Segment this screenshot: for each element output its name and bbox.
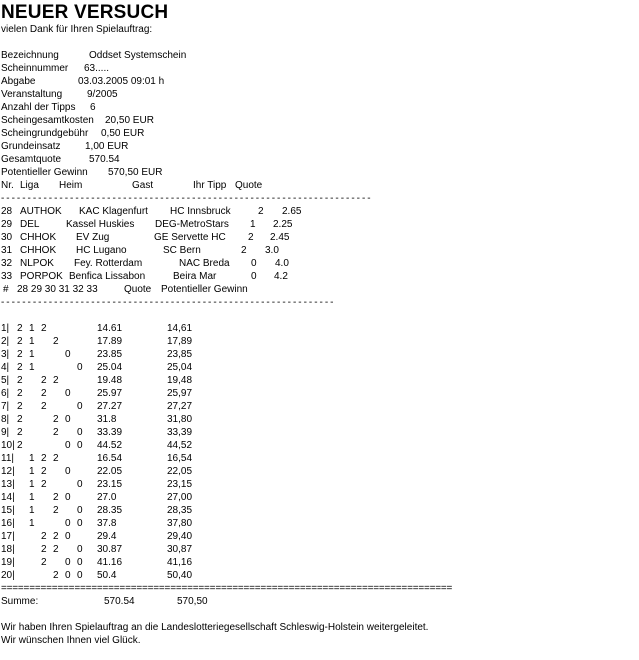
combo-row (1, 569, 637, 582)
game-tipp: 0 (251, 258, 257, 269)
combo-row (1, 439, 637, 452)
detail-label: Scheingrundgebühr (1, 128, 89, 139)
combo-row (1, 478, 637, 491)
combo-tipp: 0 (77, 505, 83, 516)
game-heim: Kassel Huskies (66, 219, 135, 230)
combo-row (1, 400, 637, 413)
combo-tipp: 1 (29, 362, 35, 373)
combo-quote: 25.04 (97, 362, 123, 373)
combo-row (1, 504, 637, 517)
combo-tipp: 2 (17, 414, 23, 425)
combo-row (1, 413, 637, 426)
combo-tipp: 0 (65, 557, 71, 568)
combo-number: 14| (1, 492, 15, 503)
subtitle: vielen Dank für Ihren Spielauftrag: (1, 24, 153, 35)
game-liga: DEL (20, 219, 40, 230)
combo-row (1, 465, 637, 478)
detail-row (1, 166, 637, 179)
combo-tipp: 2 (53, 544, 59, 555)
game-row (1, 231, 637, 244)
spacer (1, 309, 637, 322)
footer-line-1: Wir haben Ihren Spielauftrag an die Landeslotteriegesellschaft Schleswig-Holstein weitergeleitet. (1, 622, 429, 633)
detail-label: Scheinnummer (1, 63, 69, 74)
combo-number: 8| (1, 414, 10, 425)
combo-quote: 44.52 (97, 440, 123, 451)
combo-row (1, 491, 637, 504)
combo-tipp: 2 (17, 336, 23, 347)
combo-quote: 29.4 (97, 531, 117, 542)
games-list (1, 205, 637, 283)
combo-tipp: 2 (41, 466, 47, 477)
combo-quote: 27.27 (97, 401, 123, 412)
combo-gewinn: 23,85 (167, 349, 193, 360)
combo-tipp: 0 (65, 440, 71, 451)
combo-tipp: 1 (29, 479, 35, 490)
combo-number: 2| (1, 336, 10, 347)
combo-tipp: 0 (65, 388, 71, 399)
combo-number: 4| (1, 362, 10, 373)
game-gast: GE Servette HC (154, 232, 226, 243)
combo-row (1, 517, 637, 530)
divider: - - - - - - - - - - - - - - - - - - - - - - - - - - - - - - - - - - - - - - - - - - - - - - - - - - - - - - - - - - - - - - - (1, 297, 334, 308)
combo-row (1, 374, 637, 387)
col-liga: Liga (20, 180, 39, 191)
combo-number: 11| (1, 453, 14, 464)
combo-tipp: 2 (17, 427, 23, 438)
summe-quote: 570.54 (104, 596, 135, 607)
combo-number: 5| (1, 375, 10, 386)
combo-gewinn: 14,61 (167, 323, 193, 334)
combo-number: 7| (1, 401, 10, 412)
combo-gewinn: 28,35 (167, 505, 193, 516)
detail-row (1, 153, 637, 166)
combo-gewinn: 25,97 (167, 388, 193, 399)
combo-list (1, 322, 637, 582)
col-heim: Heim (59, 180, 83, 191)
detail-row (1, 62, 637, 75)
game-gast: Beira Mar (173, 271, 217, 282)
combo-tipp: 2 (41, 531, 47, 542)
combo-number: 10| (1, 440, 15, 451)
detail-value: Oddset Systemschein (89, 50, 187, 61)
game-heim: HC Lugano (76, 245, 127, 256)
game-quote: 4.0 (275, 258, 289, 269)
combo-tipp: 0 (65, 531, 71, 542)
game-heim: Fey. Rotterdam (74, 258, 143, 269)
combo-tipp: 1 (29, 336, 35, 347)
combo-gewinn: 30,87 (167, 544, 193, 555)
combo-tipp: 2 (53, 427, 59, 438)
detail-label: Anzahl der Tipps (1, 102, 76, 113)
combo-tipp: 1 (29, 518, 35, 529)
combo-quote: 23.85 (97, 349, 123, 360)
combo-tipp: 0 (65, 570, 71, 581)
detail-label: Grundeinsatz (1, 141, 61, 152)
combo-tipp: 2 (53, 375, 59, 386)
combo-tipp: 2 (41, 557, 47, 568)
combo-tipp: 2 (53, 531, 59, 542)
game-quote: 4.2 (274, 271, 288, 282)
combo-tipp: 2 (53, 414, 59, 425)
combo-tipp: 0 (65, 414, 71, 425)
game-liga: CHHOK (20, 245, 57, 256)
col-quote: Quote (235, 180, 263, 191)
combo-number: 9| (1, 427, 10, 438)
game-row (1, 270, 637, 283)
combo-row (1, 543, 637, 556)
game-row (1, 244, 637, 257)
game-nr: 29 (1, 219, 13, 230)
detail-label: Potentieller Gewinn (1, 167, 88, 178)
combo-tipp: 1 (29, 323, 35, 334)
combo-tipp: 0 (77, 427, 83, 438)
combo-quote: 17.89 (97, 336, 123, 347)
game-nr: 30 (1, 232, 13, 243)
combo-row (1, 387, 637, 400)
combo-tipp: 2 (53, 453, 59, 464)
game-quote: 2.65 (282, 206, 302, 217)
detail-value: 03.03.2005 09:01 h (78, 76, 165, 87)
game-tipp: 2 (258, 206, 264, 217)
combo-tipp: 1 (29, 492, 35, 503)
combo-tipp: 0 (77, 479, 83, 490)
combo-tipp: 0 (77, 544, 83, 555)
combo-gewinn: 25,04 (167, 362, 193, 373)
detail-label: Bezeichnung (1, 50, 59, 61)
detail-row (1, 127, 637, 140)
combo-tipp: 2 (41, 479, 47, 490)
detail-value: 1,00 EUR (85, 141, 129, 152)
combo-tipp: 0 (77, 518, 83, 529)
combo-gewinn: 37,80 (167, 518, 193, 529)
combo-tipp: 2 (17, 440, 23, 451)
combo-gewinn: 41,16 (167, 557, 193, 568)
combo-row (1, 322, 637, 335)
detail-value: 6 (90, 102, 96, 113)
game-quote: 2.45 (270, 232, 290, 243)
summe-row (1, 595, 637, 608)
combo-row (1, 530, 637, 543)
combo-tipp: 2 (17, 349, 23, 360)
detail-row (1, 114, 637, 127)
combo-gewinn: 50,40 (167, 570, 193, 581)
game-tipp: 2 (241, 245, 247, 256)
combo-tipp: 2 (41, 453, 47, 464)
combo-tipp: 2 (17, 362, 23, 373)
games-header (1, 179, 637, 192)
detail-label: Abgabe (1, 76, 36, 87)
game-heim: EV Zug (76, 232, 110, 243)
combo-games: 28 29 30 31 32 33 (17, 284, 98, 295)
combo-tipp: 1 (29, 453, 35, 464)
combo-header (1, 283, 637, 296)
combo-row (1, 361, 637, 374)
combo-tipp: 0 (77, 362, 83, 373)
combo-quote: 19.48 (97, 375, 123, 386)
detail-value: 20,50 EUR (105, 115, 154, 126)
combo-tipp: 2 (41, 323, 47, 334)
game-row (1, 205, 637, 218)
combo-gewinn-header: Potentieller Gewinn (161, 284, 248, 295)
col-tipp: Ihr Tipp (193, 180, 227, 191)
combo-number: 15| (1, 505, 15, 516)
combo-tipp: 2 (41, 401, 47, 412)
combo-tipp: 0 (77, 557, 83, 568)
combo-number: 17| (1, 531, 15, 542)
combo-tipp: 2 (41, 544, 47, 555)
combo-number: 1| (1, 323, 10, 334)
detail-value: 570,50 EUR (108, 167, 163, 178)
game-gast: SC Bern (163, 245, 201, 256)
combo-number: 3| (1, 349, 10, 360)
combo-tipp: 1 (29, 505, 35, 516)
game-nr: 28 (1, 206, 13, 217)
detail-value: 63..... (84, 63, 110, 74)
combo-tipp: 1 (29, 466, 35, 477)
combo-hash: # (3, 284, 9, 295)
combo-row (1, 335, 637, 348)
combo-gewinn: 16,54 (167, 453, 193, 464)
combo-number: 19| (1, 557, 15, 568)
combo-tipp: 2 (17, 401, 23, 412)
receipt-page (1, 2, 637, 647)
game-nr: 32 (1, 258, 13, 269)
combo-quote: 33.39 (97, 427, 123, 438)
combo-quote: 30.87 (97, 544, 123, 555)
combo-number: 18| (1, 544, 15, 555)
game-quote: 2.25 (273, 219, 293, 230)
combo-gewinn: 22,05 (167, 466, 193, 477)
combo-tipp: 0 (65, 466, 71, 477)
combo-gewinn: 19,48 (167, 375, 193, 386)
combo-number: 12| (1, 466, 15, 477)
footer-line-2: Wir wünschen Ihnen viel Glück. (1, 635, 141, 646)
summe-gewinn: 570,50 (177, 596, 208, 607)
game-gast: DEG-MetroStars (155, 219, 229, 230)
col-gast: Gast (132, 180, 154, 191)
game-gast: NAC Breda (179, 258, 230, 269)
combo-gewinn: 27,27 (167, 401, 193, 412)
game-row (1, 218, 637, 231)
combo-gewinn: 29,40 (167, 531, 193, 542)
combo-tipp: 0 (65, 492, 71, 503)
combo-row (1, 426, 637, 439)
game-liga: CHHOK (20, 232, 57, 243)
page-title: NEUER VERSUCH (1, 2, 169, 23)
detail-label: Scheingesamtkosten (1, 115, 94, 126)
combo-number: 16| (1, 518, 15, 529)
game-nr: 31 (1, 245, 13, 256)
combo-tipp: 2 (53, 570, 59, 581)
game-tipp: 2 (248, 232, 254, 243)
combo-tipp: 2 (17, 375, 23, 386)
combo-quote: 50.4 (97, 570, 117, 581)
combo-number: 6| (1, 388, 10, 399)
combo-quote: 22.05 (97, 466, 123, 477)
combo-quote: 41.16 (97, 557, 123, 568)
combo-gewinn: 44,52 (167, 440, 193, 451)
game-heim: Benfica Lissabon (69, 271, 146, 282)
game-tipp: 0 (251, 271, 257, 282)
combo-number: 20| (1, 570, 15, 581)
combo-quote: 37.8 (97, 518, 117, 529)
combo-quote: 25.97 (97, 388, 123, 399)
game-gast: HC Innsbruck (170, 206, 231, 217)
game-quote: 3.0 (265, 245, 279, 256)
combo-quote: 14.61 (97, 323, 123, 334)
details-section (1, 49, 637, 179)
combo-gewinn: 31,80 (167, 414, 193, 425)
combo-gewinn: 23,15 (167, 479, 193, 490)
combo-tipp: 0 (77, 440, 83, 451)
detail-row (1, 49, 637, 62)
game-liga: NLPOK (20, 258, 54, 269)
game-tipp: 1 (250, 219, 256, 230)
combo-number: 13| (1, 479, 15, 490)
combo-quote: 23.15 (97, 479, 123, 490)
combo-quote: 31.8 (97, 414, 117, 425)
game-liga: AUTHOK (20, 206, 62, 217)
combo-quote: 28.35 (97, 505, 123, 516)
combo-tipp: 2 (17, 388, 23, 399)
spacer (1, 36, 637, 49)
combo-row (1, 348, 637, 361)
combo-gewinn: 17,89 (167, 336, 193, 347)
combo-gewinn: 33,39 (167, 427, 193, 438)
divider: - - - - - - - - - - - - - - - - - - - - - - - - - - - - - - - - - - - - - - - - - - - - - - - - - - - - - - - - - - - - - - - - - - - - - - (1, 193, 371, 204)
summe-label: Summe: (1, 596, 39, 607)
detail-row (1, 101, 637, 114)
detail-value: 9/2005 (87, 89, 118, 100)
game-heim: KAC Klagenfurt (79, 206, 148, 217)
combo-tipp: 0 (77, 570, 83, 581)
combo-tipp: 1 (29, 349, 35, 360)
detail-row (1, 140, 637, 153)
game-row (1, 257, 637, 270)
combo-tipp: 0 (65, 518, 71, 529)
col-nr: Nr. (1, 180, 14, 191)
detail-label: Veranstaltung (1, 89, 63, 100)
combo-tipp: 2 (41, 388, 47, 399)
combo-gewinn: 27,00 (167, 492, 193, 503)
double-divider: ================================================================================ (1, 583, 453, 594)
combo-tipp: 0 (65, 349, 71, 360)
combo-tipp: 2 (53, 336, 59, 347)
spacer (1, 608, 637, 621)
game-liga: PORPOK (20, 271, 63, 282)
detail-value: 0,50 EUR (101, 128, 145, 139)
combo-tipp: 2 (53, 492, 59, 503)
combo-tipp: 0 (77, 401, 83, 412)
detail-label: Gesamtquote (1, 154, 62, 165)
detail-row (1, 75, 637, 88)
combo-tipp: 2 (53, 505, 59, 516)
combo-quote: 16.54 (97, 453, 123, 464)
combo-row (1, 452, 637, 465)
combo-quote: 27.0 (97, 492, 117, 503)
combo-quote-header: Quote (124, 284, 152, 295)
combo-tipp: 2 (17, 323, 23, 334)
game-nr: 33 (1, 271, 13, 282)
detail-row (1, 88, 637, 101)
combo-row (1, 556, 637, 569)
combo-tipp: 2 (41, 375, 47, 386)
detail-value: 570.54 (89, 154, 120, 165)
